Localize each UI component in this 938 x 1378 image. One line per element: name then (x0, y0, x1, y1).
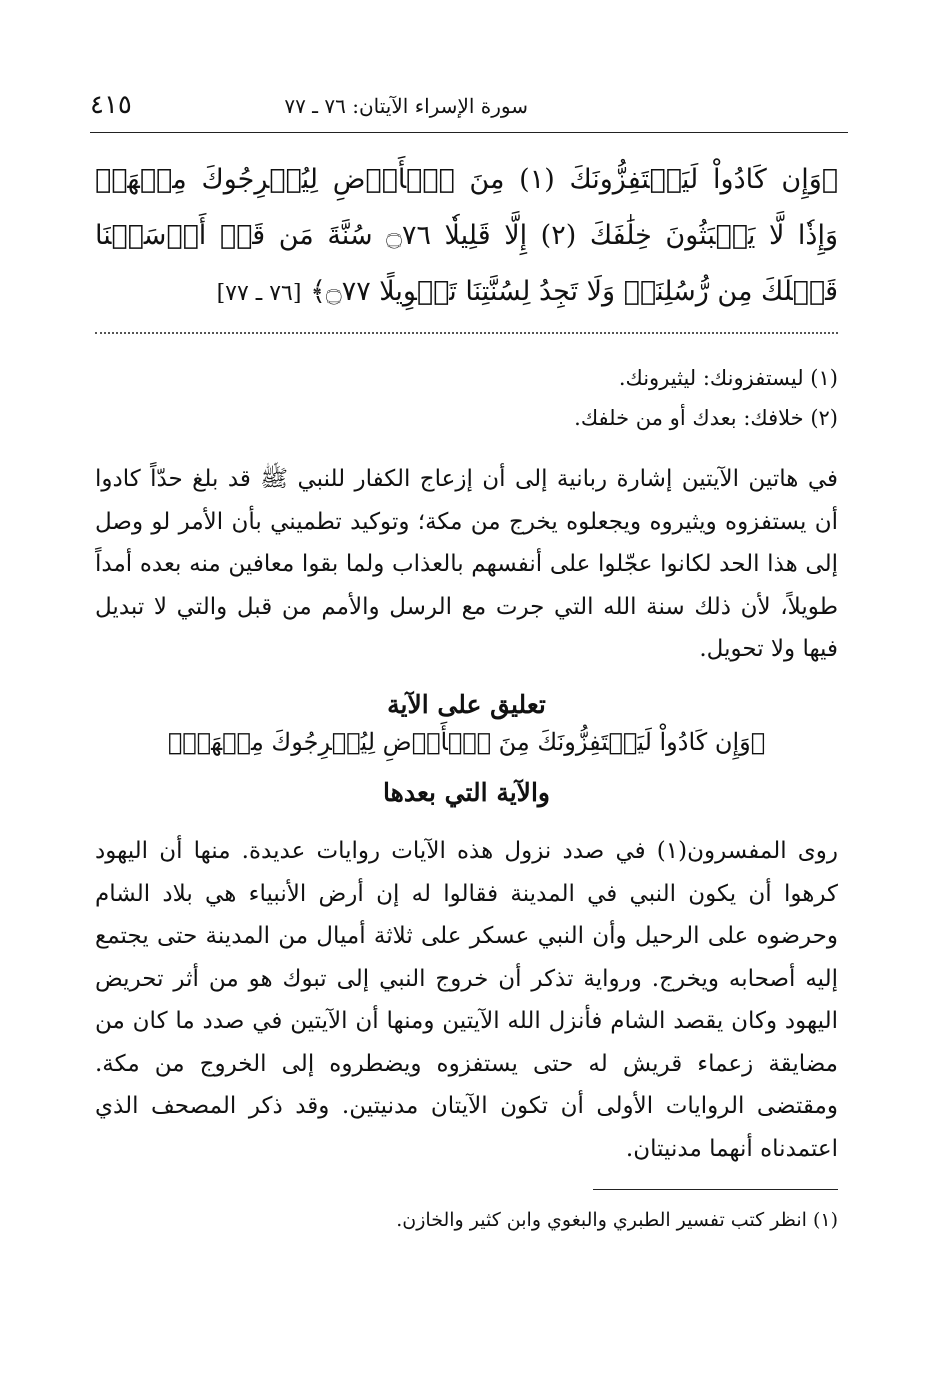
footnote-rule (593, 1189, 838, 1190)
page-header (90, 88, 848, 128)
section-subtitle: والآية التي بعدها (383, 778, 550, 807)
dotted-separator (95, 332, 838, 334)
body-paragraph: روى المفسرون(١) في صدد نزول هذه الآيات روايات عديدة. منها أن اليهود كرهوا أن يكون النبي في المدينة فقالوا له إن أرض الأنبياء هي بلاد الشام وحرضوه على الرحيل وأن النبي عسكر على ثلاثة أميال من المدينة حتى يجتمع إليه أصحابه ويخرج. ورواية تذكر أن خروج النبي إلى تبوك هو من أثر تحريض اليهود وكان يقصد الشام فأنزل الله الآيتين ومنها أن الآيتين في صدد ما كان من مضايقة زعماء قريش له حتى يستفزوه ويضطروه إلى الخروج من مكة. ومقتضى الروايات الأولى أن تكون الآيتان مدنيتين. وقد ذكر المصحف الذي اعتمدناه أنهما مدنيتان. (95, 838, 838, 1162)
glossary-item: (٢) خلافك: بعدك أو من خلفك. (574, 406, 838, 430)
quran-verse-block (95, 152, 838, 322)
section-verse-quote: ﴿وَإِن كَادُواْ لَيَسۡتَفِزُّونَكَ مِنَ ٱلۡأَرۡضِ لِيُخۡرِجُوكَ مِنۡهَاۖ﴾ (167, 728, 766, 756)
section-title: تعليق على الآية (387, 690, 546, 719)
glossary (300, 358, 838, 438)
verse-reference: [٧٦ ـ ٧٧] (216, 281, 302, 306)
glossary-item: (١) ليستفزونك: ليثيرونك. (618, 366, 838, 390)
commentary-paragraph: في هاتين الآيتين إشارة ربانية إلى أن إزعاج الكفار للنبي ﷺ قد بلغ حدّاً كادوا أن يستفزوه ويثيروه ويجعلوه يخرج من مكة؛ وتوكيد تطميني بأن الأمر لو وصل إلى هذا الحد لكانوا عجّلوا على أنفسهم بالعذاب ولما بقوا معافين منه بعده أمداً طويلاً، لأن ذلك سنة الله التي جرت مع الرسل والأمم من قبل والتي لا تبديل فيها ولا تحويل. (95, 466, 838, 662)
verse-text: ﴿وَإِن كَادُواْ لَيَسۡتَفِزُّونَكَ (١) مِنَ ٱلۡأَرۡضِ لِيُخۡرِجُوكَ مِنۡهَاۖ وَإِذٗا لَّا يَلۡبَثُونَ خِلَٰفَكَ (٢) إِلَّا قَلِيلٗا ۝٧٦ سُنَّةَ مَن قَدۡ أَرۡسَلۡنَا قَبۡلَكَ مِن رُّسُلِنَاۖ وَلَا تَجِدُ لِسُنَّتِنَا تَحۡوِيلًا ۝٧٧﴾ (95, 164, 838, 307)
running-head: سورة الإسراء الآيتان: ٧٦ ـ ٧٧ (284, 94, 528, 118)
footnote: (١) انظر كتب تفسير الطبري والبغوي وابن كثير والخازن. (396, 1209, 838, 1231)
header-rule (90, 132, 848, 133)
page-number: ٤١٥ (90, 90, 132, 120)
